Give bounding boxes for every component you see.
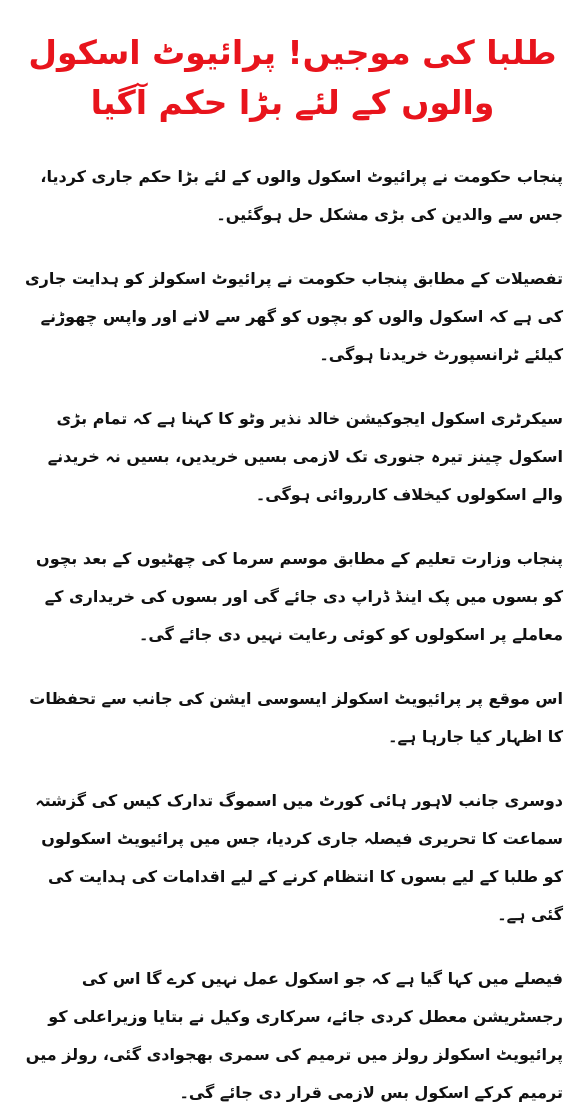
article-headline: طلبا کی موجیں! پرائیوٹ اسکول والوں کے لئے بڑا حکم آگیا: [28, 33, 557, 122]
article-paragraph-7: فیصلے میں کہا گیا ہے کہ جو اسکول عمل نہیں کرے گا اس کی رجسٹریشن معطل کردی جائے، سرکاری وکیل نے بتایا وزیراعلی کو پرائیویٹ اسکولز رولز میں ترمیم کی سمری بھجوادی گئی، رولز میں ترمیم کرکے اسکول بس لازمی قرار دی جائے گی۔: [25, 969, 563, 1102]
article-paragraph-4: پنجاب وزارت تعلیم کے مطابق موسم سرما کی چھٹیوں کے بعد بچوں کو بسوں میں پک اینڈ ڈراپ دی جائے گی اور بسوں کی خریداری کے معاملے پر اسکولوں کو کوئی رعایت نہیں دی جائے گی۔: [36, 549, 563, 644]
article-paragraph-2: تفصیلات کے مطابق پنجاب حکومت نے پرائیوٹ اسکولز کو ہدایت جاری کی ہے کہ اسکول والوں کو بچوں کو گھر سے لانے اور واپس چھوڑنے کیلئے ٹرانسپورٹ خریدنا ہوگی۔: [24, 269, 563, 364]
article-paragraph-5: اس موقع پر پرائیویٹ اسکولز ایسوسی ایشن کی جانب سے تحفظات کا اظہار کیا جارہا ہے۔: [29, 689, 563, 746]
article-paragraph-3: سیکرٹری اسکول ایجوکیشن خالد نذیر وٹو کا کہنا ہے کہ تمام بڑی اسکول چینز تیرہ جنوری تک لازمی بسیں خریدیں، بسیں نہ خریدنے والے اسکولوں کیخلاف کارروائی ہوگی۔: [47, 409, 563, 504]
article-paragraph-6: دوسری جانب لاہور ہائی کورٹ میں اسموگ تدارک کیس کی گزشتہ سماعت کا تحریری فیصلہ جاری کردیا، جس میں پرائیویٹ اسکولوں کو طلبا کے لیے بسوں کا انتظام کرنے کے لیے اقدامات کی ہدایت کی گئی ہے۔: [35, 791, 563, 924]
article-paragraph-1: پنجاب حکومت نے پرائیوٹ اسکول والوں کے لئے بڑا حکم جاری کردیا، جس سے والدین کی بڑی مشکل حل ہوگئیں۔: [40, 167, 563, 224]
